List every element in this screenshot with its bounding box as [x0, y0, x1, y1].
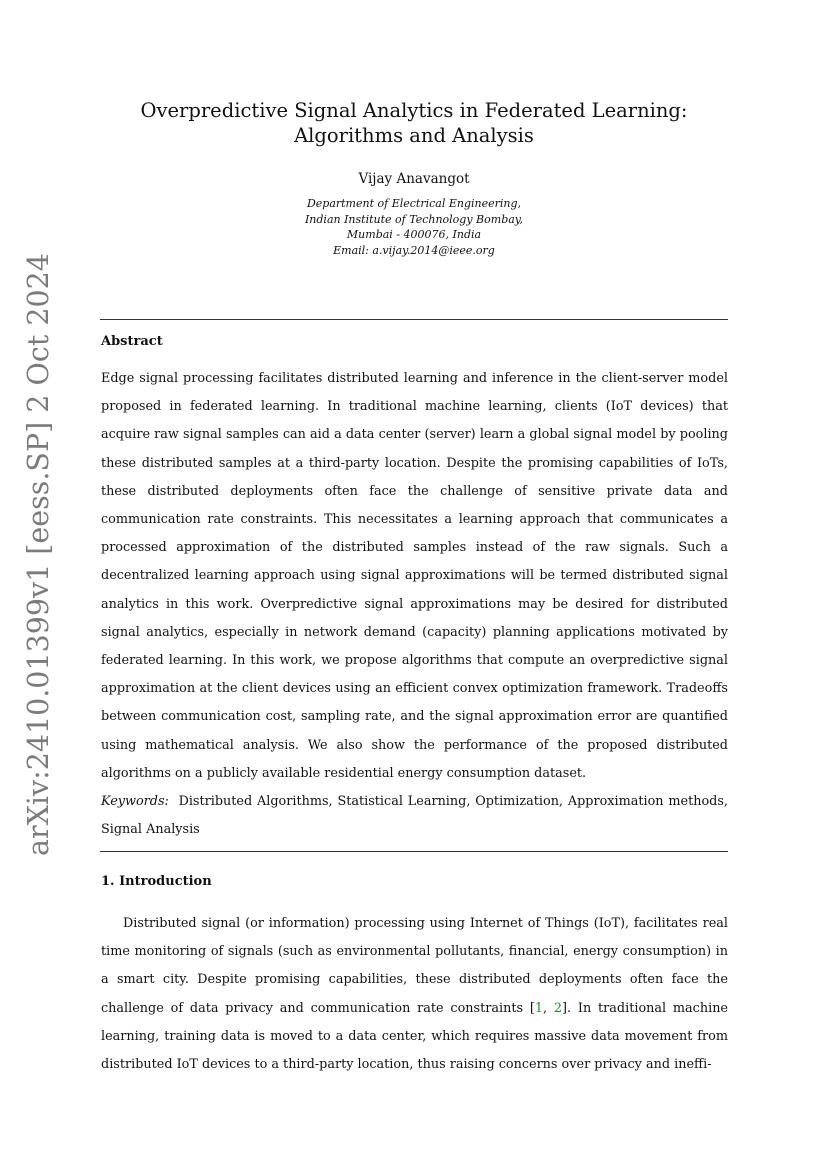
- introduction-heading: 1. Introduction: [101, 874, 212, 889]
- keywords: [101, 788, 728, 844]
- introduction-text: [101, 910, 728, 1079]
- keywords-label: Keywords:: [101, 794, 169, 809]
- affiliation-city: Mumbai - 400076, India: [346, 228, 482, 241]
- affiliation-department: Department of Electrical Engineering,: [306, 197, 522, 210]
- introduction-text-part-b: ]. In traditional machine learning, training data is moved to a data center, which requires massive data movement from distributed IoT devices to a third-party location, thus raising concerns over privacy and ineffi-: [101, 1000, 729, 1073]
- affiliation-email: Email: a.vijay.2014@ieee.org: [333, 243, 495, 257]
- abstract-bottom-rule: [100, 851, 728, 852]
- abstract-heading: Abstract: [101, 334, 163, 349]
- keywords-text: Distributed Algorithms, Statistical Learning, Optimization, Approximation methods, Signal Analysis: [101, 794, 729, 838]
- affiliation-institute: Indian Institute of Technology Bombay,: [304, 212, 524, 226]
- title-line-1: Overpredictive Signal Analytics in Federated Learning:: [140, 99, 688, 122]
- arxiv-identifier: arXiv:2410.01399v1 [eess.SP] 2 Oct 2024: [22, 253, 55, 856]
- title-line-2: Algorithms and Analysis: [294, 124, 534, 147]
- citation-link-2[interactable]: 2: [553, 1000, 563, 1016]
- abstract-top-rule: [100, 319, 728, 320]
- paper-title: [100, 98, 728, 148]
- introduction-text-part-a: Distributed signal (or information) processing using Internet of Things (IoT), facilitates real time monitoring of signals (such as environmental pollutants, financial, energy consumption) in a smart city. Despite promising capabilities, these distributed deployments often face the challenge of data privacy and communication rate constraints [: [101, 916, 728, 1016]
- citation-link-1[interactable]: 1: [534, 1000, 543, 1016]
- author-name: Vijay Anavangot: [358, 171, 470, 187]
- citation-separator: ,: [543, 1000, 554, 1016]
- author-affiliation: [100, 196, 728, 258]
- abstract-text: Edge signal processing facilitates distributed learning and inference in the client-server model proposed in federated learning. In traditional machine learning, clients (IoT devices) that acquire raw signal samples can aid a data center (server) learn a global signal model by pooling these distributed samples at a third-party location. Despite the promising capabilities of IoTs, these distributed deployments often face the challenge of sensitive private data and communication rate constraints. This necessitates a learning approach that communicates a processed approximation of the distributed samples instead of the raw signals. Such a decentralized learning approach using signal approximations will be termed distributed signal analytics in this work. Overpredictive signal approximations may be desired for distributed signal analytics, especially in network demand (capacity) planning applications motivated by federated learning. In this work, we propose algorithms that compute an overpredictive signal approximation at the client devices using an efficient convex optimization framework. Tradeoffs between communication cost, sampling rate, and the signal approximation error are quantified using mathematical analysis. We also show the performance of the proposed distributed algorithms on a publicly available residential energy consumption dataset.: [101, 371, 728, 781]
